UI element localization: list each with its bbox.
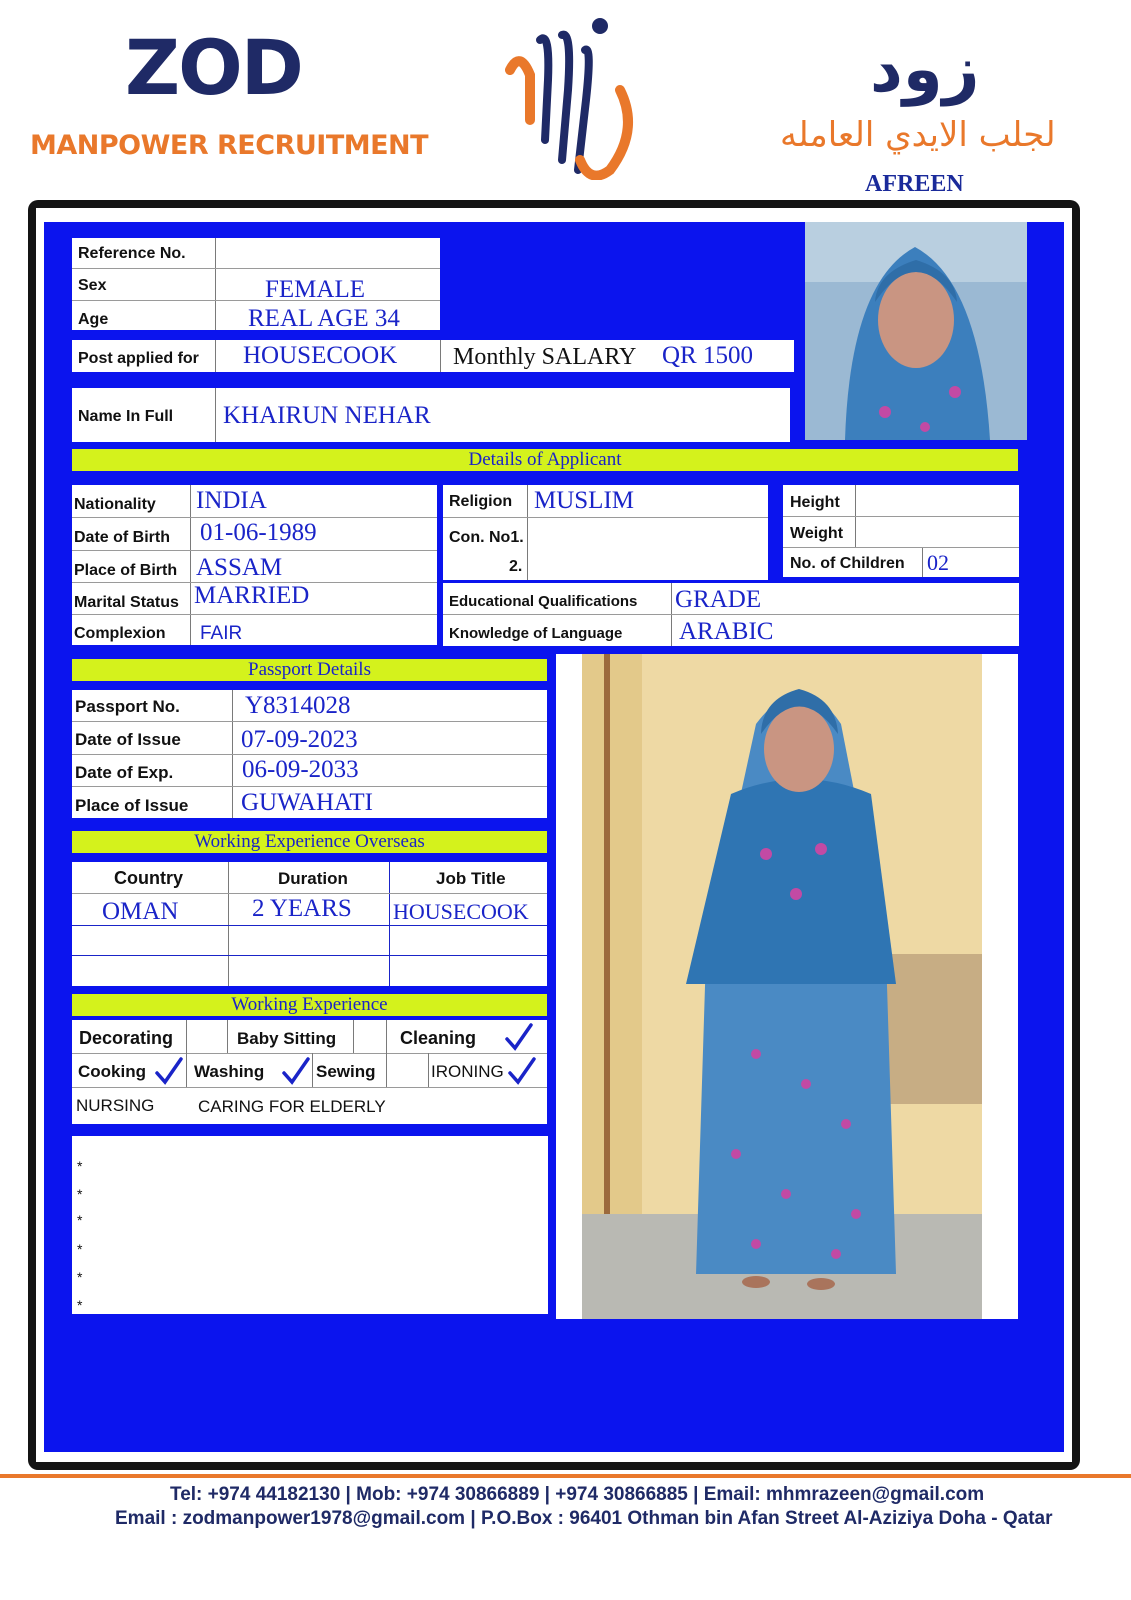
language-value: ARABIC bbox=[679, 618, 774, 645]
brand-name-arabic: زود bbox=[870, 33, 980, 107]
notes-box bbox=[72, 1136, 548, 1314]
marital-label: Marital Status bbox=[74, 594, 179, 611]
post-value: HOUSECOOK bbox=[243, 342, 398, 369]
overseas-country: OMAN bbox=[102, 898, 179, 925]
children-label: No. of Children bbox=[790, 555, 905, 572]
complexion-value: FAIR bbox=[200, 623, 243, 644]
sex-value: FEMALE bbox=[265, 276, 365, 303]
salary-value: QR 1500 bbox=[662, 342, 753, 369]
age-value: REAL AGE 34 bbox=[248, 305, 400, 332]
pob-value: ASSAM bbox=[196, 554, 283, 581]
education-value: GRADE bbox=[675, 586, 762, 613]
footer-contact-line: Tel: +974 44182130 | Mob: +974 30866889 | +974 30866885 | Email: mhmrazeen@gmail.com bbox=[170, 1484, 985, 1505]
name-label: Name In Full bbox=[78, 408, 174, 425]
expiry-date-value: 06-09-2033 bbox=[242, 756, 359, 783]
note-bullet: * bbox=[77, 1212, 83, 1228]
issue-date-label: Date of Issue bbox=[75, 730, 181, 749]
skill-baby-sitting: Baby Sitting bbox=[237, 1029, 337, 1048]
skill-sewing: Sewing bbox=[316, 1062, 376, 1081]
nationality-value: INDIA bbox=[196, 487, 267, 514]
contact-1-label: Con. No1. bbox=[449, 529, 524, 546]
note-bullet: * bbox=[77, 1241, 83, 1257]
name-row bbox=[72, 388, 790, 442]
cleaning-check-icon bbox=[504, 1022, 534, 1052]
overseas-duration: 2 YEARS bbox=[252, 895, 352, 922]
weight-label: Weight bbox=[790, 525, 844, 542]
dob-value: 01-06-1989 bbox=[200, 519, 317, 546]
brand-tagline: MANPOWER RECRUITMENT bbox=[30, 130, 429, 161]
nationality-label: Nationality bbox=[74, 496, 156, 513]
footer-address-line: Email : zodmanpower1978@gmail.com | P.O.Box : 96401 Othman bin Afan Street Al-Aziziya Doha - Qatar bbox=[115, 1508, 1053, 1529]
note-bullet: * bbox=[77, 1269, 83, 1285]
applicant-portrait-photo bbox=[805, 222, 1027, 440]
passport-number-label: Passport No. bbox=[75, 697, 180, 716]
overseas-header-job: Job Title bbox=[436, 869, 506, 888]
note-bullet: * bbox=[77, 1186, 83, 1202]
details-section-header: Details of Applicant bbox=[72, 449, 1018, 471]
dob-label: Date of Birth bbox=[74, 529, 170, 546]
washing-check-icon bbox=[281, 1056, 311, 1086]
education-label: Educational Qualifications bbox=[449, 593, 638, 610]
note-bullet: * bbox=[77, 1158, 83, 1174]
height-label: Height bbox=[790, 494, 840, 511]
reference-label: Reference No. bbox=[78, 245, 186, 262]
religion-label: Religion bbox=[449, 493, 513, 510]
overseas-header-duration: Duration bbox=[278, 869, 348, 888]
issue-place-label: Place of Issue bbox=[75, 796, 189, 815]
note-bullet: * bbox=[77, 1297, 83, 1313]
footer-divider bbox=[0, 1474, 1131, 1478]
brand-name: ZOD bbox=[125, 23, 302, 112]
skills-section-header: Working Experience bbox=[72, 994, 547, 1016]
brand-tagline-arabic: لجلب الايدي العامله bbox=[780, 115, 1056, 155]
overseas-job: HOUSECOOK bbox=[393, 899, 529, 924]
skill-ironing: IRONING bbox=[431, 1062, 504, 1081]
pob-label: Place of Birth bbox=[74, 562, 178, 579]
skill-cleaning: Cleaning bbox=[400, 1028, 477, 1048]
contact-2-label: 2. bbox=[509, 558, 523, 575]
age-label: Age bbox=[78, 311, 109, 328]
skill-nursing: NURSING bbox=[76, 1096, 155, 1115]
passport-number-value: Y8314028 bbox=[245, 692, 351, 719]
ironing-check-icon bbox=[507, 1056, 537, 1086]
passport-section-header: Passport Details bbox=[72, 659, 547, 681]
overseas-section-header: Working Experience Overseas bbox=[72, 831, 547, 853]
language-label: Knowledge of Language bbox=[449, 625, 623, 642]
sex-label: Sex bbox=[78, 277, 107, 294]
expiry-date-label: Date of Exp. bbox=[75, 763, 174, 782]
skill-caring-elderly: CARING FOR ELDERLY bbox=[198, 1097, 386, 1116]
agent-name: AFREEN bbox=[865, 171, 964, 197]
salary-label: Monthly SALARY bbox=[453, 344, 637, 370]
issue-date-value: 07-09-2023 bbox=[241, 726, 358, 753]
overseas-header-country: Country bbox=[114, 868, 183, 888]
name-value: KHAIRUN NEHAR bbox=[223, 402, 431, 429]
marital-value: MARRIED bbox=[194, 582, 310, 609]
company-logo-icon bbox=[500, 10, 650, 180]
applicant-full-photo bbox=[556, 654, 1018, 1319]
cooking-check-icon bbox=[154, 1056, 184, 1086]
skill-washing: Washing bbox=[194, 1062, 265, 1081]
post-label: Post applied for bbox=[78, 350, 199, 367]
skill-cooking: Cooking bbox=[78, 1062, 146, 1081]
skill-decorating: Decorating bbox=[79, 1028, 174, 1048]
issue-place-value: GUWAHATI bbox=[241, 789, 373, 816]
complexion-label: Complexion bbox=[74, 625, 166, 642]
religion-value: MUSLIM bbox=[534, 487, 635, 514]
children-value: 02 bbox=[927, 550, 949, 575]
